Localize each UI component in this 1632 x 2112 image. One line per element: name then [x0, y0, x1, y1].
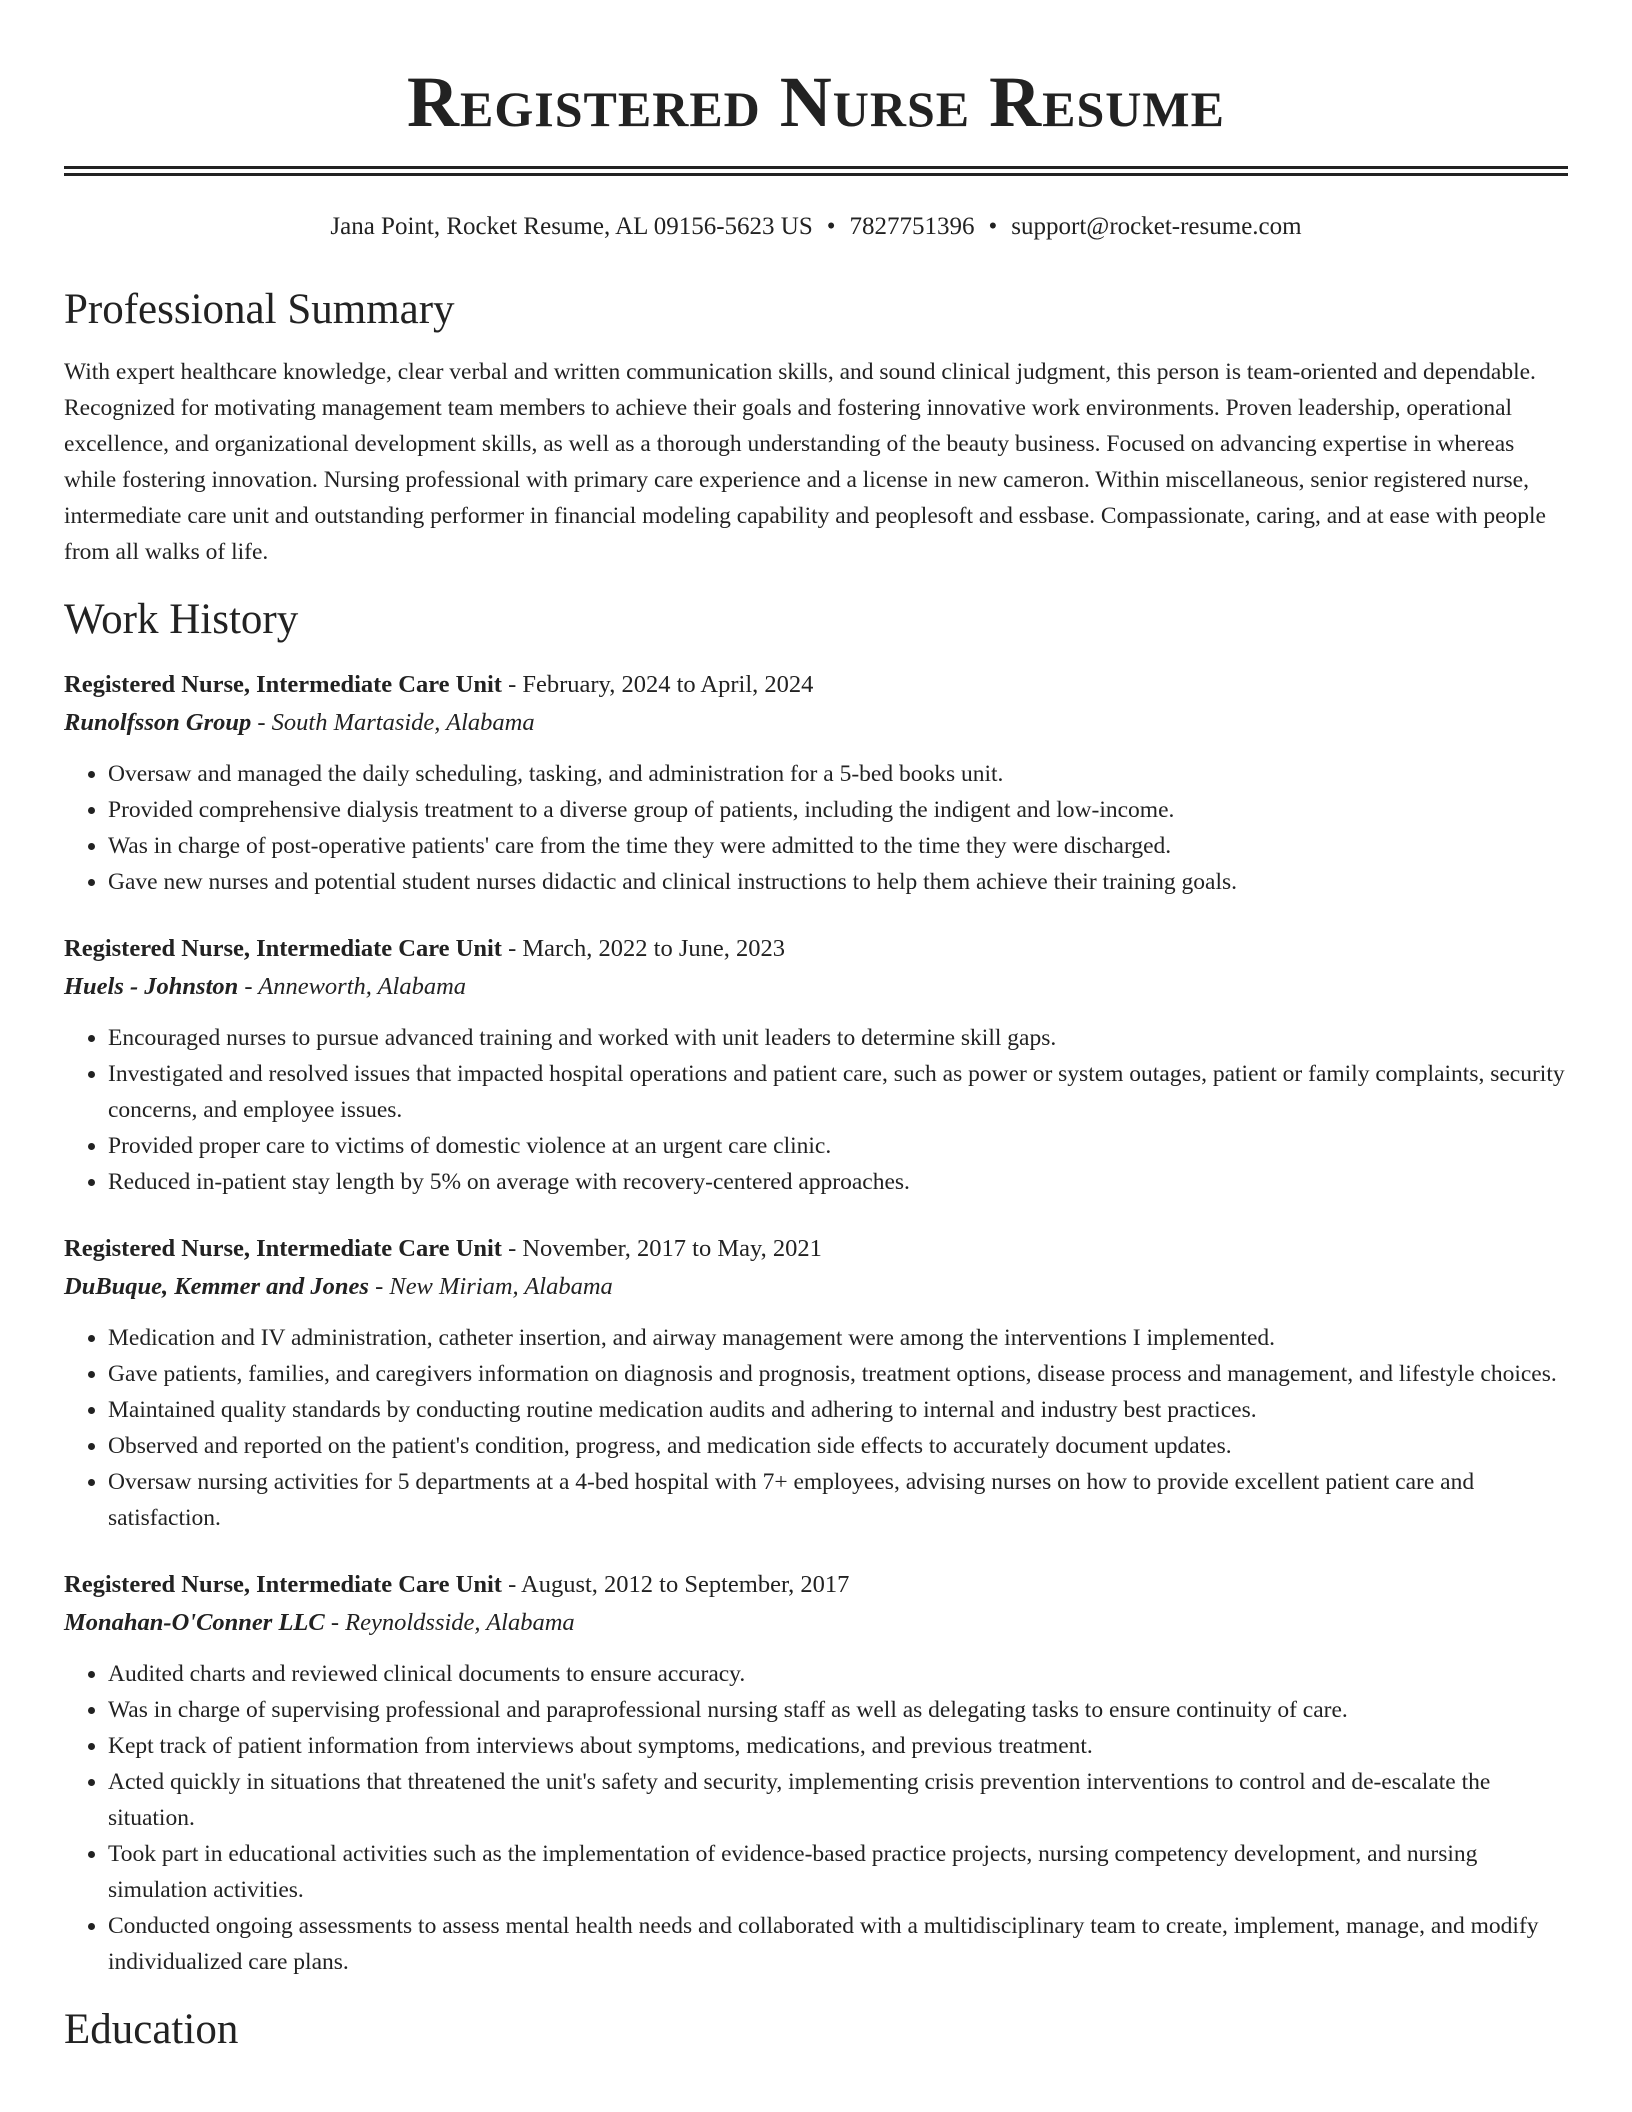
- job-bullet: • Took part in educational activities such as the implementation of evidence-based practice projects, nursing competency development, and nursing simulation activities.: [108, 1836, 1568, 1908]
- job-dates: - March, 2022 to June, 2023: [508, 935, 786, 962]
- title-divider: [64, 166, 1568, 176]
- job-bullet: • Audited charts and reviewed clinical documents to ensure accuracy.: [108, 1656, 1568, 1692]
- job-location: - South Martaside, Alabama: [257, 709, 535, 736]
- job-company: Huels - Johnston: [64, 973, 239, 1000]
- job-bullets: [64, 1656, 1568, 1980]
- job-title-line: [64, 930, 1568, 968]
- job-title-line: [64, 1230, 1568, 1268]
- job-bullet: • Conducted ongoing assessments to assess mental health needs and collaborated with a multidisciplinary team to create, implement, manage, and modify individualized care plans.: [108, 1908, 1568, 1980]
- job-company-line: [64, 1604, 1568, 1642]
- job-title: Registered Nurse, Intermediate Care Unit: [64, 1235, 502, 1262]
- job-title: Registered Nurse, Intermediate Care Unit: [64, 671, 502, 698]
- resume-page: [64, 0, 1568, 2056]
- job-company: DuBuque, Kemmer and Jones: [64, 1273, 369, 1300]
- job-company-line: [64, 704, 1568, 742]
- job-bullet: • Gave patients, families, and caregivers information on diagnosis and prognosis, treatment options, disease process and management, and lifestyle choices.: [108, 1356, 1568, 1392]
- job-bullet: • Maintained quality standards by conducting routine medication audits and adhering to internal and industry best practices.: [108, 1392, 1568, 1428]
- job-title-line: [64, 1566, 1568, 1604]
- job-title: Registered Nurse, Intermediate Care Unit: [64, 935, 502, 962]
- job-bullet: • Acted quickly in situations that threatened the unit's safety and security, implementing crisis prevention interventions to control and de-escalate the situation.: [108, 1764, 1568, 1836]
- job-bullet: • Gave new nurses and potential student nurses didactic and clinical instructions to help them achieve their training goals.: [108, 864, 1568, 900]
- job-bullet: • Was in charge of supervising professional and paraprofessional nursing staff as well as delegating tasks to ensure continuity of care.: [108, 1692, 1568, 1728]
- contact-separator: •: [988, 213, 998, 240]
- section-heading-education: Education: [64, 2006, 239, 2053]
- job-bullet: • Encouraged nurses to pursue advanced training and worked with unit leaders to determine skill gaps.: [108, 1020, 1568, 1056]
- section-heading-work-history: Work History: [64, 596, 299, 643]
- job-company-line: [64, 1268, 1568, 1306]
- job-company: Monahan-O'Conner LLC: [64, 1609, 325, 1636]
- job-bullet: • Observed and reported on the patient's condition, progress, and medication side effects to accurately document updates.: [108, 1428, 1568, 1464]
- job-dates: - November, 2017 to May, 2021: [508, 1235, 822, 1262]
- job-bullet: • Medication and IV administration, catheter insertion, and airway management were among the interventions I implemented.: [108, 1320, 1568, 1356]
- job-bullets: [64, 1020, 1568, 1200]
- contact-email: support@rocket-resume.com: [1011, 213, 1302, 240]
- job-entry: [64, 1566, 1568, 1980]
- job-location: - Anneworth, Alabama: [244, 973, 467, 1000]
- contact-address: Jana Point, Rocket Resume, AL 09156-5623 US: [330, 213, 813, 240]
- job-dates: - August, 2012 to September, 2017: [508, 1571, 850, 1598]
- job-dates: - February, 2024 to April, 2024: [508, 671, 814, 698]
- job-bullet: • Provided proper care to victims of domestic violence at an urgent care clinic.: [108, 1128, 1568, 1164]
- contact-separator: •: [826, 213, 836, 240]
- job-entry: [64, 666, 1568, 900]
- job-bullets: [64, 756, 1568, 900]
- contact-line: [64, 210, 1568, 244]
- job-bullet: • Investigated and resolved issues that impacted hospital operations and patient care, such as power or system outages, patient or family complaints, security concerns, and employee issues.: [108, 1056, 1568, 1128]
- job-bullet: • Oversaw nursing activities for 5 departments at a 4-bed hospital with 7+ employees, advising nurses on how to provide excellent patient care and satisfaction.: [108, 1464, 1568, 1536]
- job-bullet: • Kept track of patient information from interviews about symptoms, medications, and previous treatment.: [108, 1728, 1568, 1764]
- job-bullet: • Was in charge of post-operative patients' care from the time they were admitted to the time they were discharged.: [108, 828, 1568, 864]
- section-heading-summary: Professional Summary: [64, 286, 455, 333]
- job-company: Runolfsson Group: [64, 709, 252, 736]
- job-entry: [64, 930, 1568, 1200]
- job-company-line: [64, 968, 1568, 1006]
- resume-title: Registered Nurse Resume: [407, 62, 1225, 142]
- job-bullet: • Provided comprehensive dialysis treatment to a diverse group of patients, including the indigent and low-income.: [108, 792, 1568, 828]
- job-location: - Reynoldsside, Alabama: [330, 1609, 575, 1636]
- contact-phone: 7827751396: [849, 213, 975, 240]
- job-bullets: [64, 1320, 1568, 1536]
- job-location: - New Miriam, Alabama: [375, 1273, 613, 1300]
- job-bullet: • Reduced in-patient stay length by 5% on average with recovery-centered approaches.: [108, 1164, 1568, 1200]
- summary-text: With expert healthcare knowledge, clear verbal and written communication skills, and sound clinical judgment, this person is team-oriented and dependable. Recognized for motivating management team members to achieve their goals and fostering innovative work environments. Proven leadership, operational excellence, and organizational development skills, as well as a thorough understanding of the beauty business. Focused on advancing expertise in whereas while fostering innovation. Nursing professional with primary care experience and a license in new cameron. Within miscellaneous, senior registered nurse, intermediate care unit and outstanding performer in financial modeling capability and peoplesoft and essbase. Compassionate, caring, and at ease with people from all walks of life.: [64, 359, 1546, 565]
- job-title: Registered Nurse, Intermediate Care Unit: [64, 1571, 502, 1598]
- job-bullet: • Oversaw and managed the daily scheduling, tasking, and administration for a 5-bed books unit.: [108, 756, 1568, 792]
- job-title-line: [64, 666, 1568, 704]
- job-entry: [64, 1230, 1568, 1536]
